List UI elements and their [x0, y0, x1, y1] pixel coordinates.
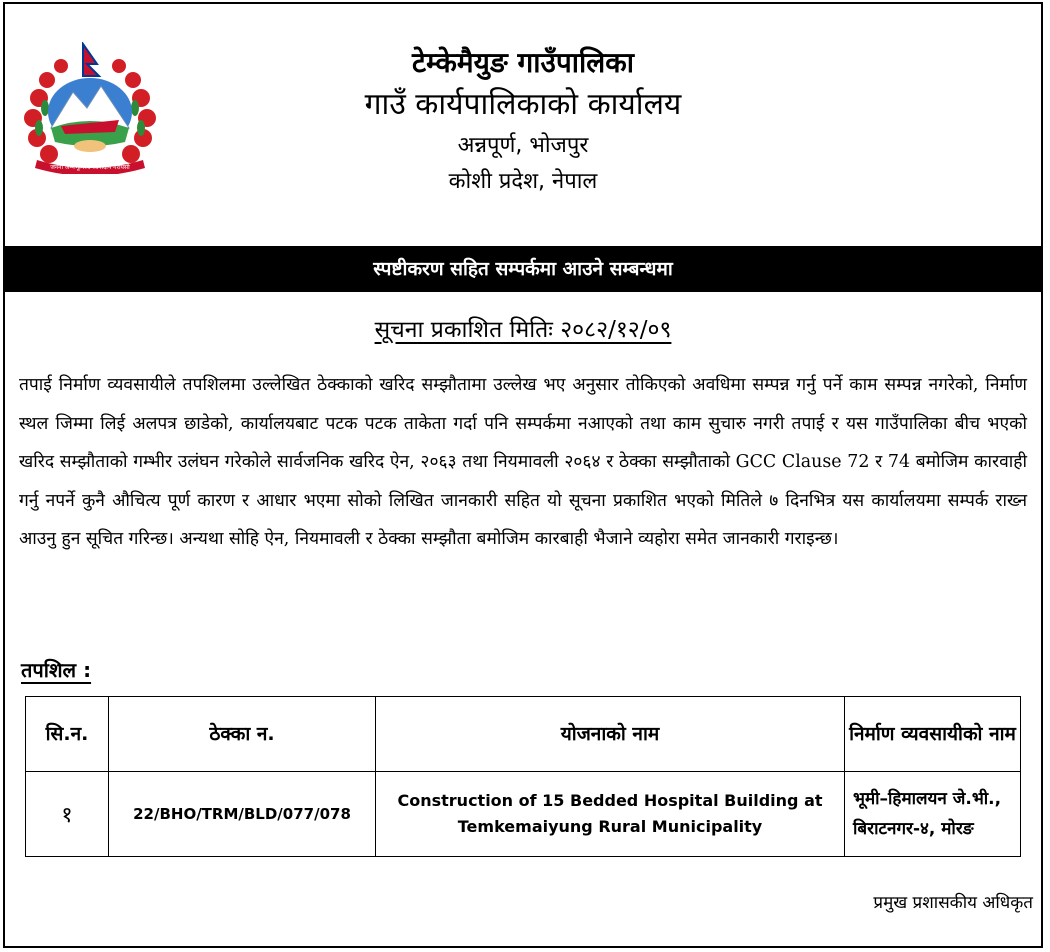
- table-row: [26, 772, 1021, 857]
- office-name: गाउँ कार्यपालिकाको कार्यालय: [364, 87, 682, 122]
- office-address: अन्नपूर्ण, भोजपुर: [457, 133, 589, 158]
- svg-text:जननी जन्मभूमिश्च स्वर्गादपि गर: जननी जन्मभूमिश्च स्वर्गादपि गरीयसी: [50, 164, 130, 171]
- details-label: तपशिल :: [21, 658, 92, 682]
- office-heading: [5, 44, 1041, 200]
- subject-banner: स्पष्टीकरण सहित सम्पर्कमा आउने सम्बन्धमा: [5, 246, 1041, 292]
- header-project-name: योजनाको नाम: [376, 697, 845, 772]
- header-sn: सि.न.: [26, 697, 109, 772]
- header-contractor: निर्माण व्यवसायीको नाम: [845, 697, 1021, 772]
- cell-project-name: Construction of 15 Bedded Hospital Building at Temkemaiyung Rural Municipality: [376, 772, 845, 857]
- notice-page: [3, 2, 1043, 948]
- cell-sn: १: [26, 772, 109, 857]
- notice-body: तपाई निर्माण व्यवसायीले तपशिलमा उल्लेखित ठेक्काको खरिद सम्झौतामा उल्लेख भए अनुसार तोकिएको अवधिमा सम्पन्न गर्नु पर्ने काम सम्पन्न नगरेको, निर्माण स्थल जिम्मा लिई अलपत्र छाडेको, कार्यालयबाट पटक पटक ताकेता गर्दा पनि सम्पर्कमा नआएको तथा काम सुचारु नगरी तपाई र यस गाउँपालिका बीच भएको खरिद सम्झौताको गम्भीर उलंघन गरेकोले सार्वजनिक खरिद ऐन, २०६३ तथा नियमावली २०६४ र ठेक्का सम्झौताको GCC Clause 72 र 74 बमोजिम कारवाही गर्नु नपर्ने कुनै औचित्य पूर्ण कारण र आधार भएमा सोको लिखित जानकारी सहित यो सूचना प्रकाशित भएको मितिले ७ दिनभित्र यस कार्यालयमा सम्पर्क राख्न आउनु हुन सूचित गरिन्छ। अन्यथा सोहि ऐन, नियमावली र ठेक्का सम्झौता बमोजिम कारबाही भैजाने व्यहोरा समेत जानकारी गराइन्छ।: [19, 375, 1028, 550]
- contractor-address: बिराटनगर-४, मोरङ: [853, 819, 974, 839]
- cell-contract-no: 22/BHO/TRM/BLD/077/078: [109, 772, 376, 857]
- signatory-title: प्रमुख प्रशासकीय अधिकृत: [873, 893, 1033, 913]
- header-contract-no: ठेक्का न.: [109, 697, 376, 772]
- cell-contractor: [845, 772, 1021, 857]
- letterhead: [5, 4, 1041, 240]
- notice-date: सूचना प्रकाशित मितिः २०८२/१२/०९: [374, 317, 672, 343]
- details-table: [25, 696, 1021, 857]
- table-header-row: [26, 697, 1021, 772]
- contractor-name: भूमी–हिमालयन जे.भी.,: [853, 789, 1002, 809]
- office-province: कोशी प्रदेश, नेपाल: [448, 169, 598, 194]
- municipality-name: टेम्केमैयुङ गाउँपालिका: [412, 46, 634, 79]
